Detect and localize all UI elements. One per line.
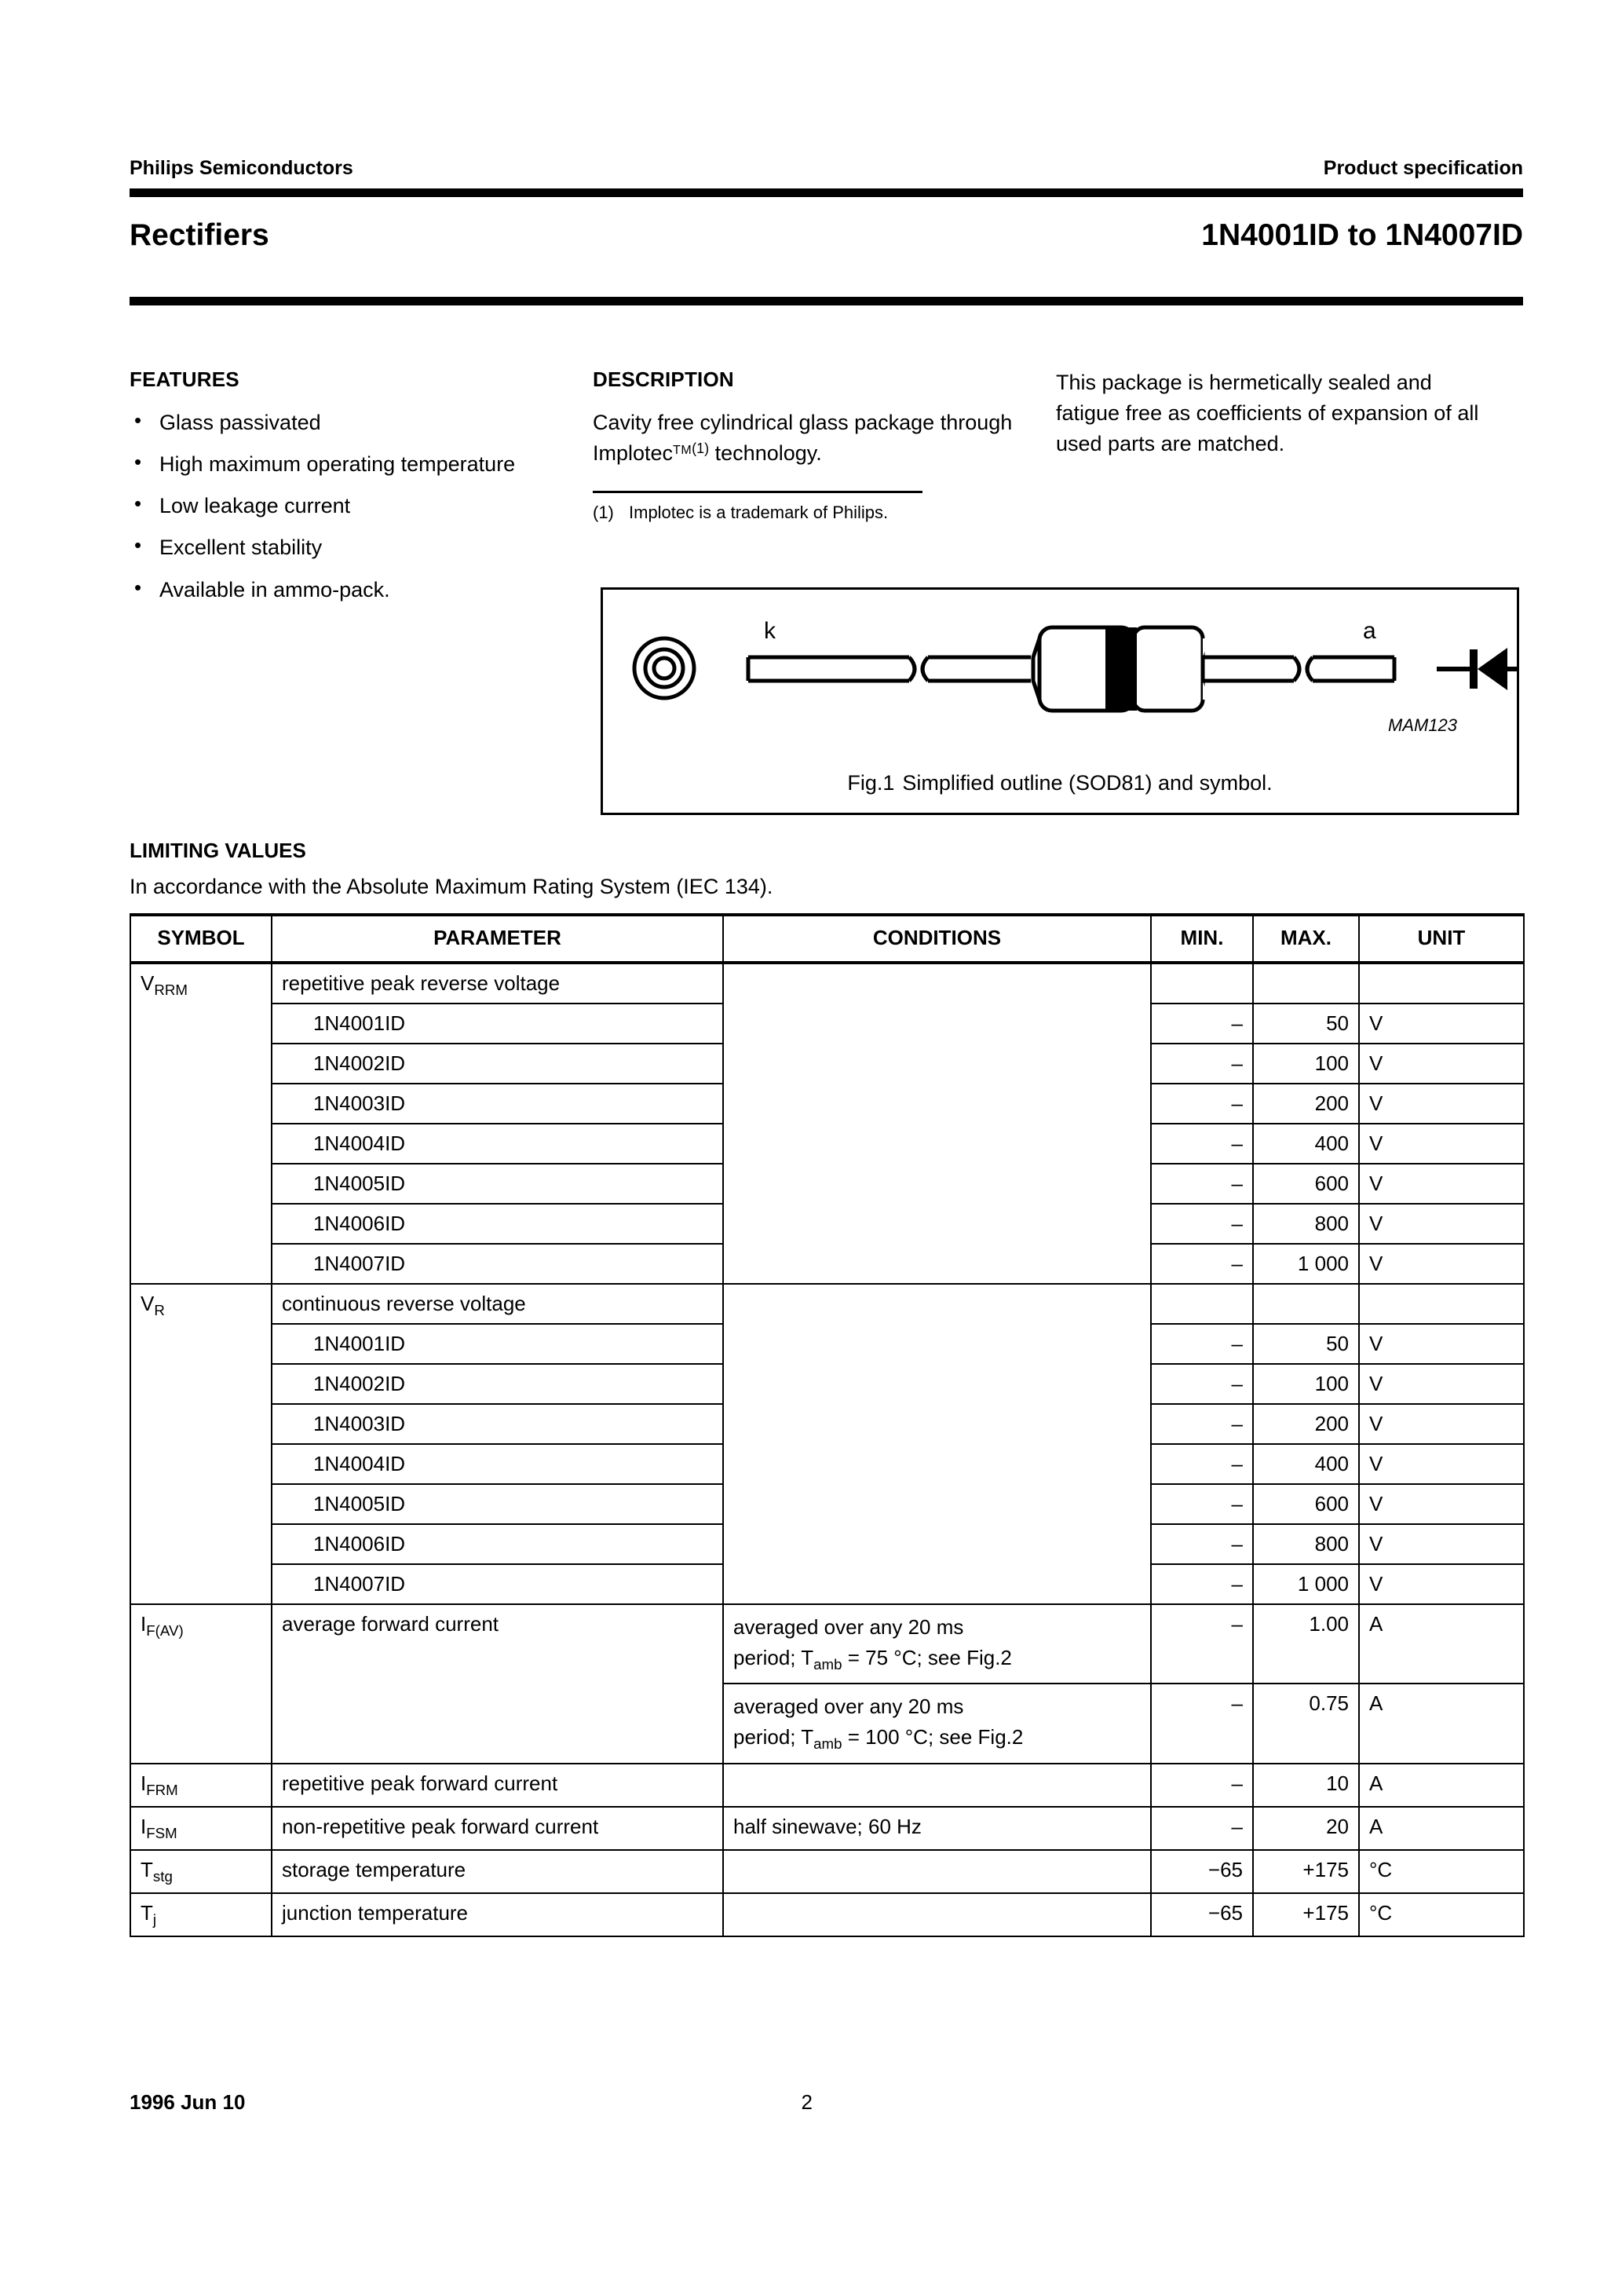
cathode-lead	[748, 657, 1031, 681]
cell-max: 400	[1253, 1124, 1359, 1164]
cell-max: 10	[1253, 1764, 1359, 1807]
cell-unit	[1359, 963, 1524, 1004]
column-header-max: MAX.	[1253, 915, 1359, 963]
list-item: • Available in ammo-pack.	[130, 575, 569, 605]
cell-parameter: junction temperature	[272, 1893, 723, 1936]
features-heading: FEATURES	[130, 367, 239, 391]
diode-symbol-icon	[1437, 648, 1517, 690]
cell-max	[1253, 963, 1359, 1004]
cell-parameter: 1N4002ID	[272, 1364, 723, 1404]
table-row	[130, 1284, 1524, 1324]
cell-max: 200	[1253, 1084, 1359, 1124]
cell-max: 400	[1253, 1444, 1359, 1484]
description-text-tail: technology.	[709, 441, 822, 466]
cell-unit: V	[1359, 1564, 1524, 1604]
cell-min: –	[1151, 1164, 1253, 1204]
cell-min: –	[1151, 1364, 1253, 1404]
cell-min: –	[1151, 1764, 1253, 1807]
diode-body	[1033, 627, 1209, 711]
cell-min: –	[1151, 1564, 1253, 1604]
cathode-label: k	[764, 618, 776, 644]
cell-max: +175	[1253, 1850, 1359, 1893]
anode-label: a	[1363, 618, 1376, 644]
cell-min: –	[1151, 1244, 1253, 1284]
table-header-row	[130, 915, 1524, 963]
cell-min	[1151, 963, 1253, 1004]
cell-unit: °C	[1359, 1850, 1524, 1893]
cell-conditions: half sinewave; 60 Hz	[723, 1807, 1151, 1850]
cell-parameter: 1N4002ID	[272, 1044, 723, 1084]
part-range-title: 1N4001ID to 1N4007ID	[1201, 218, 1523, 252]
footnote-text: Implotec is a trademark of Philips.	[629, 503, 889, 523]
footnote-divider	[593, 491, 922, 493]
footnote-reference: (1)	[692, 441, 710, 457]
footnote-number: (1)	[593, 503, 614, 523]
cell-parameter: continuous reverse voltage	[272, 1284, 723, 1324]
description-paragraph	[593, 408, 1032, 469]
features-list	[130, 408, 569, 605]
header-rule-bottom	[130, 297, 1523, 305]
cell-unit: V	[1359, 1164, 1524, 1204]
table-row	[130, 963, 1524, 1004]
cell-max: 800	[1253, 1204, 1359, 1244]
page-title: Rectifiers	[130, 218, 269, 252]
cell-unit: V	[1359, 1484, 1524, 1524]
cell-unit: V	[1359, 1364, 1524, 1404]
cell-symbol: $I_{F(AV)}$	[130, 1604, 272, 1764]
cell-max: 50	[1253, 1004, 1359, 1044]
cell-symbol: $T_j$	[130, 1893, 272, 1936]
cell-max: 1 000	[1253, 1244, 1359, 1284]
cell-conditions	[723, 1284, 1151, 1604]
cell-min: –	[1151, 1044, 1253, 1084]
list-item: • Glass passivated	[130, 408, 569, 438]
cell-conditions	[723, 1850, 1151, 1893]
cell-max: 600	[1253, 1484, 1359, 1524]
package-outline-drawing	[603, 590, 1517, 747]
table-row	[130, 1807, 1524, 1850]
cell-min: –	[1151, 1404, 1253, 1444]
footnote	[593, 503, 1032, 523]
figure-1-box	[601, 587, 1519, 815]
figure-caption-text: Simplified outline (SOD81) and symbol.	[902, 771, 1273, 795]
cell-min: –	[1151, 1604, 1253, 1684]
column-header-symbol: SYMBOL	[130, 915, 272, 963]
cell-min: –	[1151, 1484, 1253, 1524]
drawing-code-label: MAM123	[1388, 715, 1458, 735]
package-note-text: This package is hermetically sealed and fatigue free as coefficients of expansion of all used parts are matched.	[1056, 371, 1479, 456]
cell-unit: V	[1359, 1204, 1524, 1244]
cell-parameter: 1N4005ID	[272, 1484, 723, 1524]
cell-max: 100	[1253, 1044, 1359, 1084]
cell-min	[1151, 1284, 1253, 1324]
end-view-icon	[634, 638, 694, 698]
cell-parameter: 1N4004ID	[272, 1444, 723, 1484]
cell-conditions: averaged over any 20 ms period; $T_{amb} = 100$ °C; see Fig.2	[723, 1684, 1151, 1763]
cell-min: –	[1151, 1204, 1253, 1244]
cell-unit: V	[1359, 1324, 1524, 1364]
list-item: • High maximum operating temperature	[130, 449, 569, 480]
cell-max: 200	[1253, 1404, 1359, 1444]
trademark-mark: TM	[673, 444, 692, 458]
cell-parameter: storage temperature	[272, 1850, 723, 1893]
title-row	[130, 218, 1523, 253]
cell-symbol: $I_{FSM}$	[130, 1807, 272, 1850]
cell-unit: A	[1359, 1604, 1524, 1684]
cell-parameter: average forward current	[272, 1604, 723, 1764]
cell-min: –	[1151, 1124, 1253, 1164]
figure-number: Fig.1	[847, 771, 895, 795]
cell-min: –	[1151, 1444, 1253, 1484]
cell-parameter: non-repetitive peak forward current	[272, 1807, 723, 1850]
table-row	[130, 1764, 1524, 1807]
cell-max: 1 000	[1253, 1564, 1359, 1604]
cell-parameter: 1N4003ID	[272, 1404, 723, 1444]
header-rule-top	[130, 188, 1523, 197]
cell-max: 20	[1253, 1807, 1359, 1850]
cell-parameter: repetitive peak forward current	[272, 1764, 723, 1807]
cell-max: +175	[1253, 1893, 1359, 1936]
figure-caption	[603, 771, 1517, 795]
footer-page-number: 2	[801, 2090, 813, 2114]
list-item: • Low leakage current	[130, 491, 569, 521]
cell-max: 50	[1253, 1324, 1359, 1364]
cell-min: –	[1151, 1524, 1253, 1564]
cell-min: –	[1151, 1004, 1253, 1044]
cell-unit: A	[1359, 1807, 1524, 1850]
cell-conditions: averaged over any 20 ms period; $T_{amb} = 75$ °C; see Fig.2	[723, 1604, 1151, 1684]
cell-conditions	[723, 1893, 1151, 1936]
column-header-unit: UNIT	[1359, 915, 1524, 963]
limiting-values-heading: LIMITING VALUES	[130, 839, 306, 862]
column-header-parameter: PARAMETER	[272, 915, 723, 963]
cell-unit: V	[1359, 1444, 1524, 1484]
cell-min: −65	[1151, 1850, 1253, 1893]
cell-unit: V	[1359, 1404, 1524, 1444]
page-footer	[130, 2090, 1523, 2115]
table-row	[130, 1893, 1524, 1936]
cell-max: 600	[1253, 1164, 1359, 1204]
cell-symbol: $T_{stg}$	[130, 1850, 272, 1893]
cell-unit: V	[1359, 1524, 1524, 1564]
running-header	[130, 157, 1523, 180]
cell-unit: °C	[1359, 1893, 1524, 1936]
cell-conditions	[723, 963, 1151, 1284]
cell-unit: V	[1359, 1124, 1524, 1164]
cell-unit: A	[1359, 1684, 1524, 1763]
cell-max: 800	[1253, 1524, 1359, 1564]
description-section	[593, 367, 1032, 523]
package-note-section	[1056, 367, 1484, 459]
cell-max	[1253, 1284, 1359, 1324]
cell-parameter: 1N4005ID	[272, 1164, 723, 1204]
cell-parameter: 1N4006ID	[272, 1524, 723, 1564]
column-header-conditions: CONDITIONS	[723, 915, 1151, 963]
cell-parameter: 1N4003ID	[272, 1084, 723, 1124]
anode-lead	[1201, 657, 1394, 681]
cell-parameter: 1N4007ID	[272, 1564, 723, 1604]
cell-max: 0.75	[1253, 1684, 1359, 1763]
table-body	[130, 963, 1524, 1936]
footer-date: 1996 Jun 10	[130, 2090, 246, 2114]
cell-min: −65	[1151, 1893, 1253, 1936]
cell-symbol: $V_R$	[130, 1284, 272, 1604]
description-heading: DESCRIPTION	[593, 367, 734, 391]
list-item: • Excellent stability	[130, 532, 569, 563]
cell-min: –	[1151, 1084, 1253, 1124]
cell-parameter: 1N4006ID	[272, 1204, 723, 1244]
cell-unit: A	[1359, 1764, 1524, 1807]
cell-parameter: 1N4001ID	[272, 1324, 723, 1364]
cell-unit	[1359, 1284, 1524, 1324]
description-text-main: Cavity free cylindrical glass package through Implotec	[593, 411, 1013, 466]
features-section	[130, 367, 569, 616]
cell-min: –	[1151, 1807, 1253, 1850]
cell-unit: V	[1359, 1044, 1524, 1084]
cell-symbol: $I_{FRM}$	[130, 1764, 272, 1807]
company-name: Philips Semiconductors	[130, 157, 353, 179]
cell-symbol: $V_{RRM}$	[130, 963, 272, 1284]
limiting-values-table	[130, 913, 1525, 1937]
limiting-values-subheading: In accordance with the Absolute Maximum Rating System (IEC 134).	[130, 875, 773, 898]
cell-min: –	[1151, 1324, 1253, 1364]
cell-unit: V	[1359, 1004, 1524, 1044]
cell-max: 1.00	[1253, 1604, 1359, 1684]
cell-unit: V	[1359, 1244, 1524, 1284]
cell-parameter: 1N4004ID	[272, 1124, 723, 1164]
cell-unit: V	[1359, 1084, 1524, 1124]
cell-max: 100	[1253, 1364, 1359, 1404]
cell-parameter: repetitive peak reverse voltage	[272, 963, 723, 1004]
datasheet-page	[130, 0, 1523, 2296]
cell-parameter: 1N4007ID	[272, 1244, 723, 1284]
table-row	[130, 1850, 1524, 1893]
cell-conditions	[723, 1764, 1151, 1807]
cell-parameter: 1N4001ID	[272, 1004, 723, 1044]
column-header-min: MIN.	[1151, 915, 1253, 963]
table-row	[130, 1604, 1524, 1684]
document-type: Product specification	[1323, 157, 1523, 179]
cell-min: –	[1151, 1684, 1253, 1763]
